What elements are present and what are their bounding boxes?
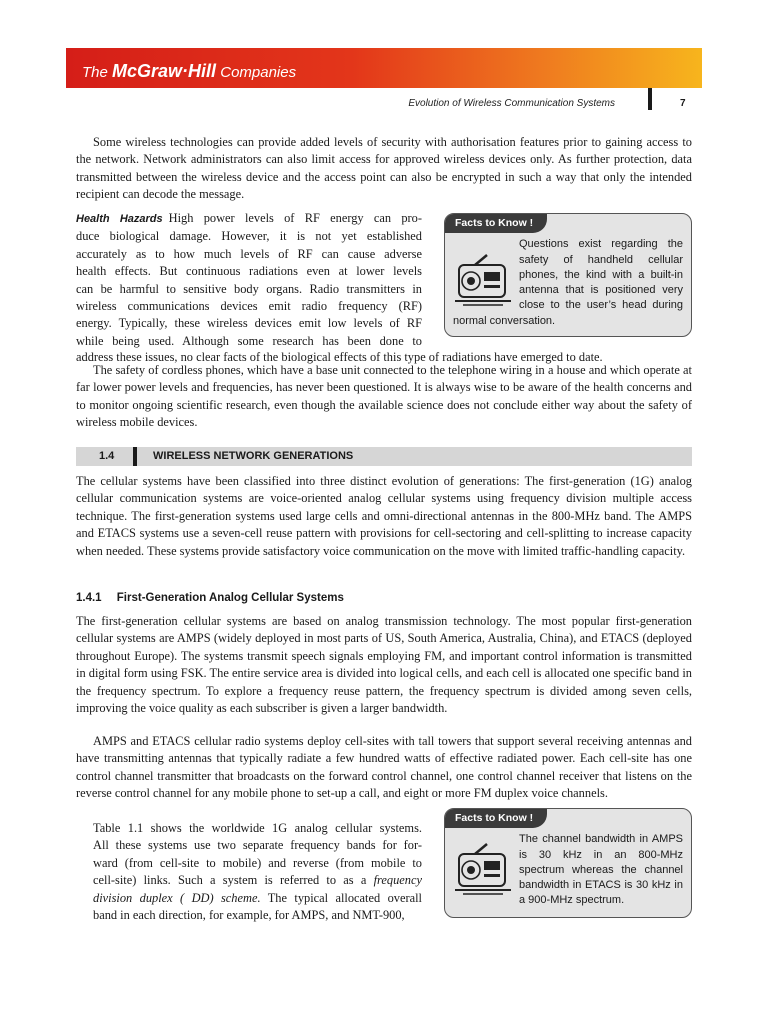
- page-number: 7: [680, 98, 686, 109]
- health-line: duce biological damage. However, it is not yet established: [76, 229, 422, 244]
- radio-icon: [453, 251, 513, 309]
- subsection-number: 1.4.1: [76, 592, 102, 604]
- publisher-banner: [66, 48, 702, 88]
- subsection-heading: [76, 592, 344, 604]
- table-para-line: Table 1.1 shows the worldwide 1G analog cellular systems.: [93, 821, 422, 835]
- fact-text: Questions exist regarding the safety of handheld cellular phones, the kind with a built-in antenna that is positioned very close to the user’s head during normal conversation.: [453, 238, 683, 327]
- facts-to-know-box: [444, 213, 692, 337]
- logo-prefix: The: [82, 64, 108, 81]
- fact-text: The channel bandwidth in AMPS is 30 kHz in an 800-MHz spectrum whereas the channel bandwidth in ETACS is 30 kHz in a 900-MHz spectrum.: [519, 833, 683, 907]
- publisher-logo: [82, 61, 296, 82]
- table-para-line: band in each direction, for example, for AMPS, and NMT-900,: [93, 908, 405, 923]
- health-line: energy. Typically, these wireless devices emit low levels of RF: [76, 316, 422, 331]
- paragraph-first-generation: The first-generation cellular systems are based on analog transmission technology. The most popular first-generation cellular systems are AMPS (widely deployed in most parts of US, South America, Australia, China), and ETACS (deployed throughout Europe). The systems transmit speech signals employing FM, and important control information is transmitted in digital form using FSK. The entire service area is divided into logical cells, and each cell is allocated one specific band in the frequency spectrum. To explore a frequency reuse pattern, the frequency spectrum is divided among seven cells, improving the voice quality as each subscriber is given a larger bandwidth.: [76, 614, 692, 716]
- paragraph-security: Some wireless technologies can provide added levels of security with authorisation features prior to gaining access to the network. Network administrators can also limit access for approved wireless devices only. As further protection, data transmitted between the wireless device and the access point can also be encrypted in such a way that only the intended recipient can decode the message.: [76, 135, 692, 202]
- health-line: health effects. But continuous radiations even at lower levels: [76, 264, 422, 279]
- term-frequency: frequency: [373, 873, 422, 888]
- term-fdd-scheme: division duplex ( DD) scheme.: [93, 890, 261, 905]
- table-para-line: cell-site) links. Such a system is referred to as a frequency: [93, 873, 422, 888]
- section-divider: [133, 447, 137, 466]
- running-header: [0, 97, 768, 113]
- facts-label: Facts to Know !: [445, 214, 547, 233]
- paragraph-health-hazards: [76, 210, 422, 350]
- running-title: Evolution of Wireless Communication Systems: [408, 98, 615, 109]
- health-line: can be harmful to sensitive body organs. Radio transmitters in: [76, 281, 422, 296]
- health-hazards-tail: address these issues, no clear facts of the biological effects of this type of radiations have emerged to date.: [76, 350, 603, 364]
- table-para-line: All these systems use two separate frequency bands for for-: [93, 838, 422, 853]
- paragraph-cordless: The safety of cordless phones, which have a base unit connected to the telephone wiring in a house and which operate at far lower power levels and frequencies, has never been questioned. It is always wise to be aware of the health concerns and to monitor ongoing scientific research, even though the available science does not conclude either way about the safety of wireless mobile devices.: [76, 363, 692, 430]
- radio-icon: [453, 840, 513, 898]
- facts-to-know-box: [444, 808, 692, 918]
- header-divider: [648, 88, 652, 110]
- health-line: accurately as to how much levels of RF can cause adverse: [76, 246, 422, 261]
- section-title: WIRELESS NETWORK GENERATIONS: [153, 450, 354, 462]
- logo-suffix: Companies: [220, 64, 297, 81]
- facts-label: Facts to Know !: [445, 809, 547, 828]
- section-heading: [76, 447, 692, 466]
- health-line: while being used. Although some research has been done to: [76, 333, 422, 348]
- health-line: wireless communications devices emit radio frequency (RF): [76, 299, 422, 314]
- paragraph-cell-sites: AMPS and ETACS cellular radio systems deploy cell-sites with tall towers that support several receiving antennas and have transmitting antennas that typically radiate a few hundred watts of effective radiated power. Each cell-site has one control channel transmitter that broadcasts on the forward control channel, one control channel receiver that listens on the reverse control channel for any mobile phone to set-up a call, and eight or more FM duplex voice channels.: [76, 734, 692, 801]
- health-line: Health Hazards High power levels of RF energy can pro-: [76, 211, 422, 225]
- table-para-line: ward (from cell-site to mobile) and reverse (from mobile to: [93, 855, 422, 870]
- paragraph-generations: The cellular systems have been classified into three distinct evolution of generations: The first-generation (1G) analog cellular communication systems are voice-oriented analog cellular systems using frequency division multiple access technique. The first-generation systems used large cells and omni-directional antennas in the 800-MHz band. The AMPS and ETACS systems use a seven-cell reuse pattern with provisions for cell-sectoring and cell-splitting to increase capacity when needed. These systems provide satisfactory voice communication on the move with limited traffic-handling capacity.: [76, 474, 692, 558]
- subsection-title: First-Generation Analog Cellular Systems: [116, 592, 344, 604]
- logo-name: McGraw·Hill: [112, 61, 217, 81]
- table-para-line: division duplex ( DD) scheme. The typical allocated overall: [93, 890, 422, 905]
- section-number: 1.4: [99, 450, 115, 462]
- health-hazards-heading: Health Hazards: [76, 213, 163, 225]
- paragraph-table-1-1: [76, 820, 422, 924]
